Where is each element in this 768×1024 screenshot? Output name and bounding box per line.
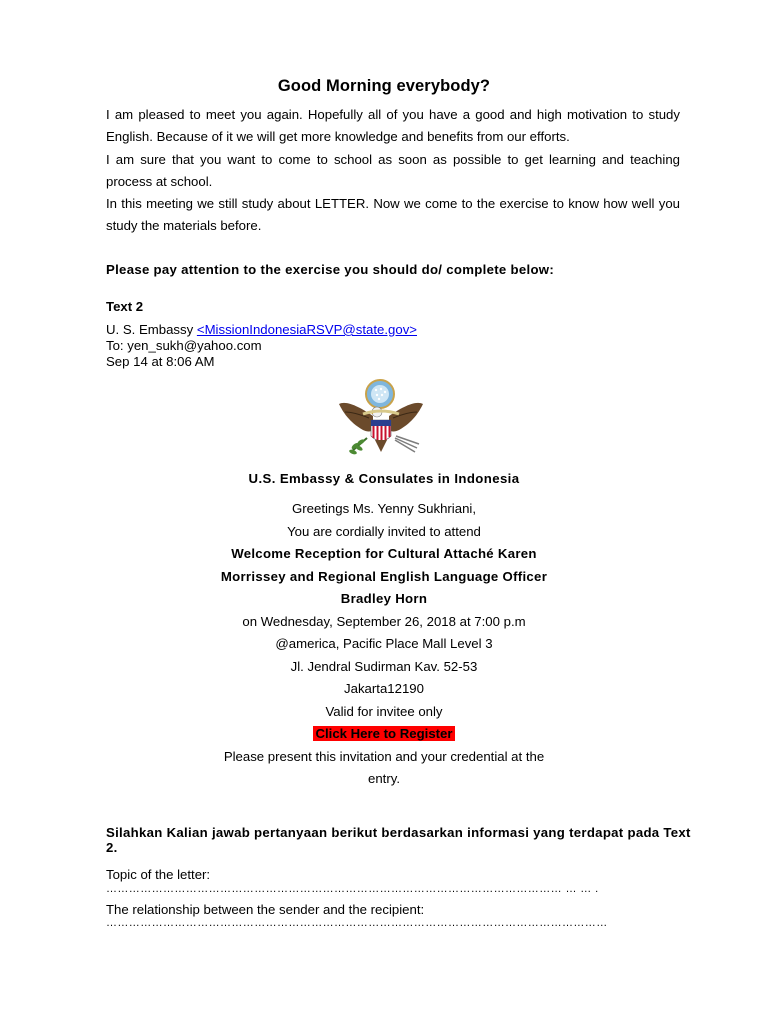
invitation-body [192, 498, 576, 791]
exercise-instruction: Please pay attention to the exercise you should do/ complete below: [106, 262, 555, 277]
register-link[interactable]: Click Here to Register [315, 726, 453, 741]
intro-paragraph-1: I am pleased to meet you again. Hopefully all of you have a good and high motivation to study English. Because of it we will get more knowledge and benefits from our efforts. [106, 107, 680, 145]
page-title: Good Morning everybody? [277, 77, 491, 95]
email-header [106, 322, 417, 369]
text-label: Text 2 [106, 299, 144, 314]
event-city: Jakarta12190 [344, 681, 424, 696]
closing-line-1: Please present this invitation and your credential at the [223, 748, 545, 764]
event-venue: @america, Pacific Place Mall Level 3 [275, 636, 493, 651]
invitation-invited-line: You are cordially invited to attend [287, 523, 481, 539]
question-item [106, 867, 686, 896]
answer-line: ………………………………………………………………………………………………………… … … . [106, 882, 599, 895]
event-title-line-1: Welcome Reception for Cultural Attaché Karen [231, 546, 537, 561]
email-sender-name: U. S. Embassy [106, 322, 197, 337]
event-street: Jl. Jendral Sudirman Kav. 52-53 [290, 658, 478, 674]
event-date: on Wednesday, September 26, 2018 at 7:00 p.m [242, 613, 526, 629]
question-label: The relationship between the sender and the recipient: [106, 901, 425, 917]
us-great-seal-icon [333, 378, 431, 462]
intro-paragraph-2: I am sure that you want to come to school as soon as possible to get learning and teaching process at school. [106, 151, 680, 189]
embassy-name: U.S. Embassy & Consulates in Indonesia [248, 471, 520, 486]
intro-paragraphs [106, 104, 680, 238]
email-from-line [106, 322, 417, 338]
question-heading: Silahkan Kalian jawab pertanyaan berikut berdasarkan informasi yang terdapat pada Text 2. [106, 825, 691, 855]
event-title-line-3: Bradley Horn [340, 591, 428, 606]
question-label: Topic of the letter: [106, 867, 211, 882]
invitation-greeting: Greetings Ms. Yenny Sukhriani, [292, 501, 476, 516]
invitation-validity: Valid for invitee only [325, 703, 443, 719]
intro-paragraph-3: In this meeting we still study about LETTER. Now we come to the exercise to know how well you study the materials before. [106, 196, 680, 234]
email-date-line: Sep 14 at 8:06 AM [106, 353, 215, 369]
closing-line-2: entry. [367, 771, 400, 786]
email-sender-address-link[interactable]: <MissionIndonesiaRSVP@state.gov> [196, 322, 417, 337]
register-row [192, 723, 576, 746]
answer-line: …………………………………………………………………………………………………………………… [106, 917, 608, 929]
question-item [106, 902, 686, 931]
email-to-line: To: yen_sukh@yahoo.com [106, 337, 262, 353]
event-title-line-2: Morrissey and Regional English Language Officer [220, 568, 548, 584]
question-list [106, 867, 686, 936]
